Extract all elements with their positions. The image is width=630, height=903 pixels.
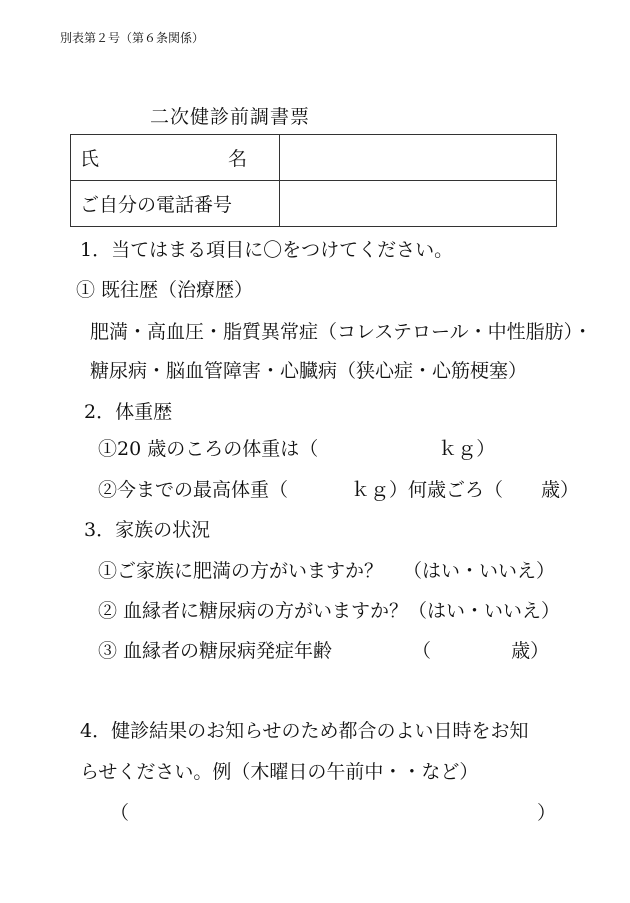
weight-age20-line <box>98 434 495 461</box>
family-obesity-line <box>98 556 555 583</box>
history-subheading: ① 既往歴（治療歴） <box>76 279 254 301</box>
name-label-right: 名 <box>227 148 247 170</box>
history-options-line2[interactable]: 糖尿病・脳血管障害・心臓病（狭心症・心筋梗塞） <box>90 360 528 382</box>
section2-heading: 2．体重歴 <box>84 401 173 423</box>
history-options-line1[interactable]: 肥満・高血圧・脂質異常症（コレステロール・中性脂肪）・ <box>90 321 593 343</box>
diabetes-onset-unit: 歳） <box>511 640 550 662</box>
form-title: 二次健診前調書票 <box>150 106 311 128</box>
max-weight-unit-age-label: ｋｇ）何歳ごろ（ <box>351 479 504 501</box>
family-obesity-question: ①ご家族に肥満の方がいますか？ <box>98 560 384 582</box>
info-table <box>70 134 557 227</box>
max-weight-line <box>98 475 579 502</box>
phone-row <box>71 181 557 227</box>
section3-heading: 3．家族の状況 <box>84 519 211 541</box>
preferred-time-open-paren: （ <box>110 802 130 824</box>
weight-age20-label: ①20 歳のころの体重は（ <box>98 438 319 460</box>
name-field[interactable] <box>280 135 557 181</box>
phone-field[interactable] <box>280 181 557 227</box>
section4-line2: らせください。例（木曜日の午前中・・など） <box>80 761 479 783</box>
diabetes-onset-line <box>98 636 549 663</box>
preferred-time-close-paren: ） <box>537 802 557 824</box>
section1-heading: 1．当てはまる項目に〇をつけてください。 <box>80 239 454 261</box>
section4-line1: 4．健診結果のお知らせのため都合のよい日時をお知 <box>80 720 529 742</box>
name-label-left: 氏 <box>80 148 100 170</box>
preferred-time-field[interactable] <box>135 796 530 822</box>
weight-age20-unit: ｋｇ） <box>438 438 496 460</box>
family-obesity-options[interactable]: （はい・いいえ） <box>403 560 556 582</box>
form-reference-header: 別表第２号（第６条関係） <box>60 31 205 45</box>
name-label-cell <box>71 135 280 181</box>
diabetes-onset-label: ③ 血縁者の糖尿病発症年齢 <box>98 640 333 662</box>
name-row <box>71 135 557 181</box>
max-weight-label: ②今までの最高体重（ <box>98 479 289 501</box>
max-weight-age-unit: 歳） <box>541 479 580 501</box>
relative-diabetes-line[interactable]: ② 血縁者に糖尿病の方がいますか？（はい・いいえ） <box>98 600 561 622</box>
diabetes-onset-open-paren: （ <box>412 640 432 662</box>
phone-label: ご自分の電話番号 <box>71 181 280 227</box>
